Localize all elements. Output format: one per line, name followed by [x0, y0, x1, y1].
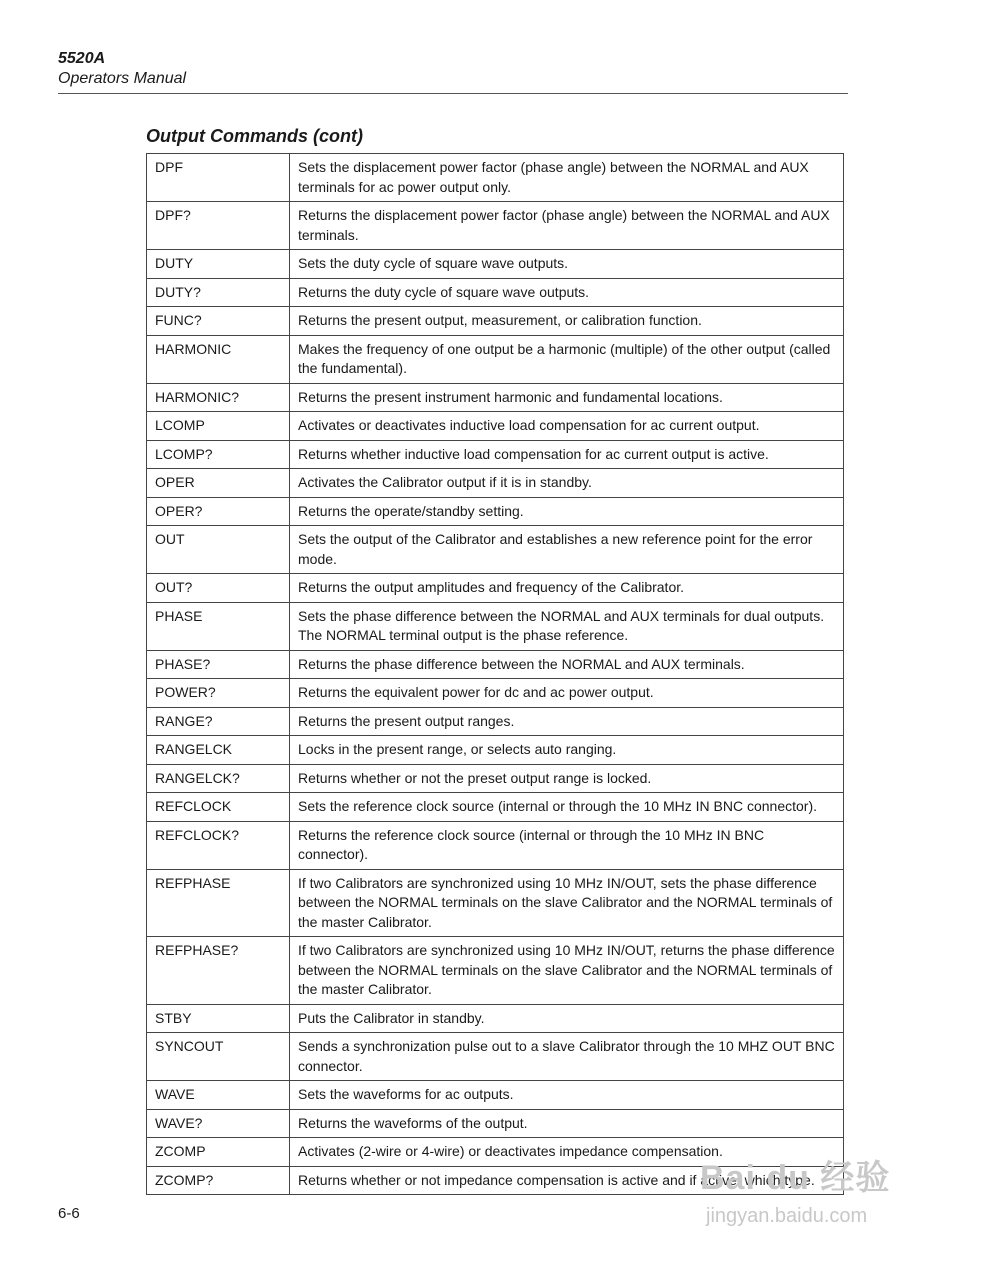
- description-cell: Sets the displacement power factor (phase angle) between the NORMAL and AUX terminals for ac power output only.: [290, 154, 844, 202]
- command-cell: SYNCOUT: [147, 1033, 290, 1081]
- table-row: [147, 574, 844, 603]
- command-cell: DPF: [147, 154, 290, 202]
- command-cell: LCOMP?: [147, 440, 290, 469]
- description-cell: Returns the duty cycle of square wave outputs.: [290, 278, 844, 307]
- manual-subtitle: Operators Manual: [58, 70, 187, 87]
- description-cell: Returns whether or not the preset output range is locked.: [290, 764, 844, 793]
- section-title: Output Commands (cont): [146, 126, 363, 146]
- table-row: [147, 602, 844, 650]
- description-cell: Sets the duty cycle of square wave outputs.: [290, 250, 844, 279]
- description-cell: Returns the present output, measurement, or calibration function.: [290, 307, 844, 336]
- description-cell: Activates the Calibrator output if it is in standby.: [290, 469, 844, 498]
- commands-table: [146, 153, 844, 1195]
- watermark-brand: Bai du 经验: [700, 1159, 891, 1197]
- table-row: [147, 764, 844, 793]
- description-cell: Returns the displacement power factor (phase angle) between the NORMAL and AUX terminals.: [290, 202, 844, 250]
- command-cell: FUNC?: [147, 307, 290, 336]
- command-cell: REFCLOCK: [147, 793, 290, 822]
- description-cell: Returns the present instrument harmonic and fundamental locations.: [290, 383, 844, 412]
- command-cell: REFPHASE?: [147, 937, 290, 1005]
- description-cell: Returns the output amplitudes and frequency of the Calibrator.: [290, 574, 844, 603]
- command-cell: ZCOMP?: [147, 1166, 290, 1195]
- command-cell: OPER: [147, 469, 290, 498]
- table-row: [147, 1081, 844, 1110]
- table-row: [147, 307, 844, 336]
- table-row: [147, 1109, 844, 1138]
- table-row: [147, 250, 844, 279]
- table-row: [147, 1138, 844, 1167]
- description-cell: If two Calibrators are synchronized using 10 MHz IN/OUT, sets the phase difference between the NORMAL terminals on the slave Calibrator and the NORMAL terminals of the master Calibrator.: [290, 869, 844, 937]
- command-cell: REFCLOCK?: [147, 821, 290, 869]
- command-cell: PHASE?: [147, 650, 290, 679]
- command-cell: RANGE?: [147, 707, 290, 736]
- command-cell: PHASE: [147, 602, 290, 650]
- command-cell: STBY: [147, 1004, 290, 1033]
- table-row: [147, 1004, 844, 1033]
- command-cell: DUTY: [147, 250, 290, 279]
- description-cell: Activates or deactivates inductive load compensation for ac current output.: [290, 412, 844, 441]
- command-cell: ZCOMP: [147, 1138, 290, 1167]
- description-cell: Returns the waveforms of the output.: [290, 1109, 844, 1138]
- command-cell: HARMONIC: [147, 335, 290, 383]
- command-cell: REFPHASE: [147, 869, 290, 937]
- table-row: [147, 650, 844, 679]
- command-cell: RANGELCK: [147, 736, 290, 765]
- table-row: [147, 278, 844, 307]
- description-cell: Sets the phase difference between the NORMAL and AUX terminals for dual outputs. The NORMAL terminal output is the phase reference.: [290, 602, 844, 650]
- command-cell: OUT: [147, 526, 290, 574]
- description-cell: Returns the equivalent power for dc and ac power output.: [290, 679, 844, 708]
- table-row: [147, 526, 844, 574]
- table-row: [147, 202, 844, 250]
- table-row: [147, 1166, 844, 1195]
- description-cell: Sets the waveforms for ac outputs.: [290, 1081, 844, 1110]
- description-cell: Sets the reference clock source (internal or through the 10 MHz IN BNC connector).: [290, 793, 844, 822]
- description-cell: Returns whether inductive load compensation for ac current output is active.: [290, 440, 844, 469]
- description-cell: Returns the reference clock source (internal or through the 10 MHz IN BNC connector).: [290, 821, 844, 869]
- command-cell: OPER?: [147, 497, 290, 526]
- command-cell: HARMONIC?: [147, 383, 290, 412]
- description-cell: Returns the present output ranges.: [290, 707, 844, 736]
- table-row: [147, 736, 844, 765]
- description-cell: Returns whether or not impedance compensation is active and if active, which type.: [290, 1166, 844, 1195]
- command-cell: POWER?: [147, 679, 290, 708]
- table-row: [147, 679, 844, 708]
- description-cell: Puts the Calibrator in standby.: [290, 1004, 844, 1033]
- table-row: [147, 154, 844, 202]
- table-row: [147, 335, 844, 383]
- command-cell: LCOMP: [147, 412, 290, 441]
- description-cell: Locks in the present range, or selects auto ranging.: [290, 736, 844, 765]
- description-cell: Sends a synchronization pulse out to a slave Calibrator through the 10 MHZ OUT BNC connector.: [290, 1033, 844, 1081]
- command-cell: OUT?: [147, 574, 290, 603]
- table-row: [147, 440, 844, 469]
- table-row: [147, 469, 844, 498]
- command-cell: DPF?: [147, 202, 290, 250]
- commands-table-body: [147, 154, 844, 1195]
- manual-model: 5520A: [58, 50, 106, 67]
- table-row: [147, 821, 844, 869]
- watermark-url: jingyan.baidu.com: [706, 1205, 868, 1227]
- running-header: [58, 50, 186, 88]
- table-row: [147, 1033, 844, 1081]
- description-cell: Returns the phase difference between the NORMAL and AUX terminals.: [290, 650, 844, 679]
- table-row: [147, 707, 844, 736]
- table-row: [147, 383, 844, 412]
- table-row: [147, 412, 844, 441]
- command-cell: RANGELCK?: [147, 764, 290, 793]
- page-number: 6-6: [58, 1205, 80, 1222]
- description-cell: Returns the operate/standby setting.: [290, 497, 844, 526]
- command-cell: WAVE: [147, 1081, 290, 1110]
- table-row: [147, 937, 844, 1005]
- header-rule: [58, 93, 848, 94]
- description-cell: Makes the frequency of one output be a harmonic (multiple) of the other output (called the fundamental).: [290, 335, 844, 383]
- description-cell: If two Calibrators are synchronized using 10 MHz IN/OUT, returns the phase difference between the NORMAL terminals on the slave Calibrator and the NORMAL terminals of the master Calibrator.: [290, 937, 844, 1005]
- description-cell: Sets the output of the Calibrator and establishes a new reference point for the error mode.: [290, 526, 844, 574]
- table-row: [147, 497, 844, 526]
- command-cell: WAVE?: [147, 1109, 290, 1138]
- table-row: [147, 869, 844, 937]
- table-row: [147, 793, 844, 822]
- description-cell: Activates (2-wire or 4-wire) or deactivates impedance compensation.: [290, 1138, 844, 1167]
- command-cell: DUTY?: [147, 278, 290, 307]
